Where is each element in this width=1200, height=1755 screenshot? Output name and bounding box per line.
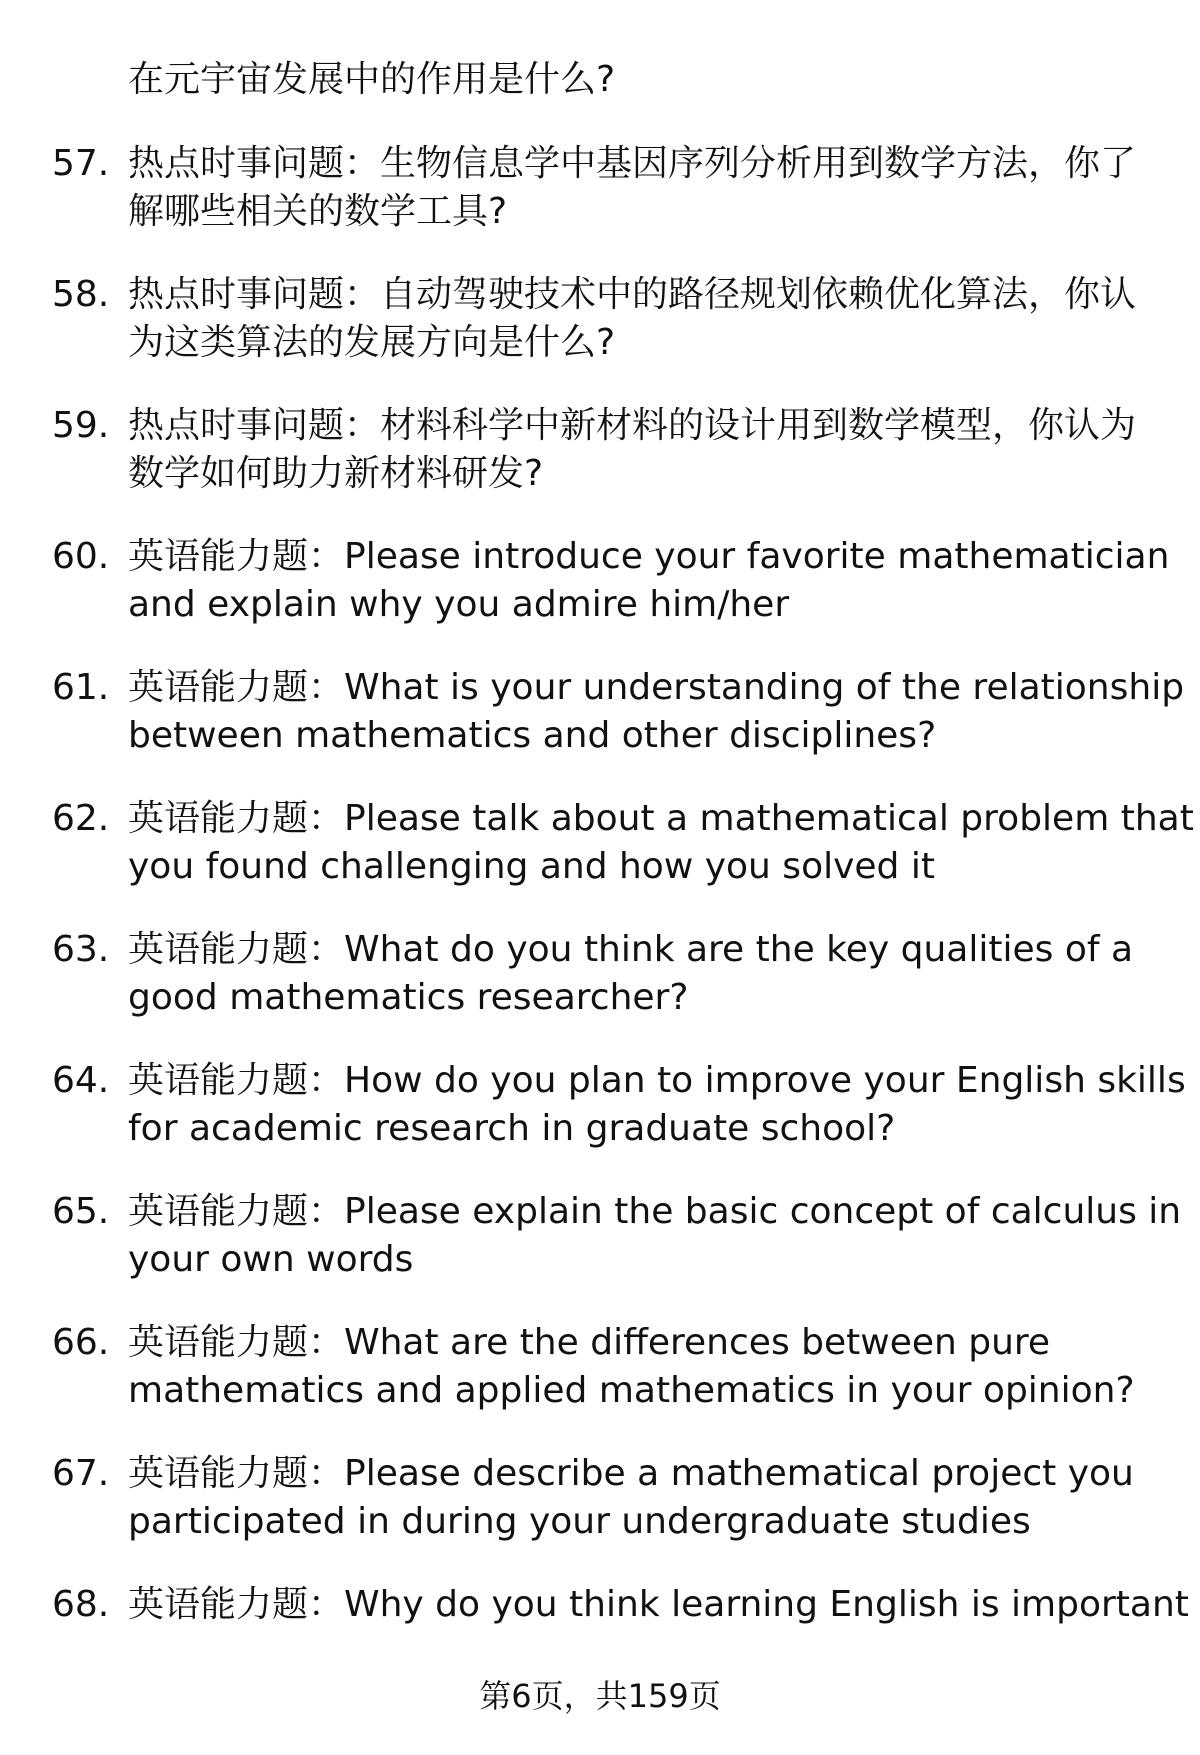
question-line: 英语能力题：Why do you think learning English is important [128, 1584, 1189, 1625]
question-line: 英语能力题：Please describe a mathematical project you [128, 1453, 1134, 1494]
question-text [128, 271, 1168, 367]
question-number: 66. [52, 1322, 110, 1363]
question-text [128, 1581, 1189, 1629]
question-item [0, 664, 1200, 795]
question-text [128, 533, 1168, 629]
question-text [128, 664, 1185, 760]
question-number: 58. [52, 274, 110, 315]
question-number: 67. [52, 1453, 110, 1494]
question-line: 英语能力题：Please introduce your favorite mathematician [128, 536, 1170, 577]
question-list [0, 140, 1200, 1712]
question-line: your own words [128, 1239, 414, 1280]
question-number: 63. [52, 929, 110, 970]
question-line: 解哪些相关的数学工具? [128, 191, 508, 232]
question-number: 57. [52, 143, 110, 184]
question-line: 英语能力题：How do you plan to improve your English skills [128, 1060, 1186, 1101]
question-line: good mathematics researcher? [128, 977, 689, 1018]
question-line: for academic research in graduate school? [128, 1108, 896, 1149]
question-line: between mathematics and other disciplines? [128, 715, 937, 756]
question-item [0, 533, 1200, 664]
question-line: 英语能力题：Please talk about a mathematical problem that [128, 798, 1194, 839]
continued-question-text: 在元宇宙发展中的作用是什么? [128, 59, 616, 100]
question-item [0, 795, 1200, 926]
question-item [0, 140, 1200, 271]
question-line: 为这类算法的发展方向是什么? [128, 322, 616, 363]
question-item [0, 1319, 1200, 1450]
question-item [0, 1057, 1200, 1188]
page-number: 第6页，共159页 [479, 1677, 721, 1715]
question-number: 60. [52, 536, 110, 577]
question-line: you found challenging and how you solved it [128, 846, 935, 887]
question-number: 59. [52, 405, 110, 446]
question-number: 61. [52, 667, 110, 708]
question-line: 英语能力题：What is your understanding of the relationship [128, 667, 1185, 708]
question-text [128, 1057, 1186, 1153]
question-line: participated in during your undergraduate studies [128, 1501, 1031, 1542]
question-text [128, 140, 1168, 236]
question-line: 英语能力题：What are the differences between pure [128, 1322, 1051, 1363]
question-line: 英语能力题：What do you think are the key qualities of a [128, 929, 1134, 970]
question-line: 数学如何助力新材料研发? [128, 453, 544, 494]
question-line: 热点时事问题：生物信息学中基因序列分析用到数学方法，你了 [128, 143, 1137, 184]
question-number: 62. [52, 798, 110, 839]
question-text [128, 402, 1168, 498]
question-item [0, 926, 1200, 1057]
question-text [128, 926, 1168, 1022]
question-text [128, 1450, 1168, 1546]
question-line: and explain why you admire him/her [128, 584, 790, 625]
question-item [0, 271, 1200, 402]
question-item [0, 1450, 1200, 1581]
question-line: 热点时事问题：材料科学中新材料的设计用到数学模型，你认为 [128, 405, 1137, 446]
question-number: 65. [52, 1191, 110, 1232]
question-item [0, 402, 1200, 533]
question-line: 英语能力题：Please explain the basic concept of calculus in [128, 1191, 1182, 1232]
question-number: 64. [52, 1060, 110, 1101]
question-line: mathematics and applied mathematics in your opinion? [128, 1370, 1135, 1411]
question-item [0, 1188, 1200, 1319]
question-text [128, 795, 1194, 891]
question-text [128, 1319, 1168, 1415]
question-line: 热点时事问题：自动驾驶技术中的路径规划依赖优化算法，你认 [128, 274, 1137, 315]
question-number: 68. [52, 1584, 110, 1625]
question-text [128, 1188, 1182, 1284]
